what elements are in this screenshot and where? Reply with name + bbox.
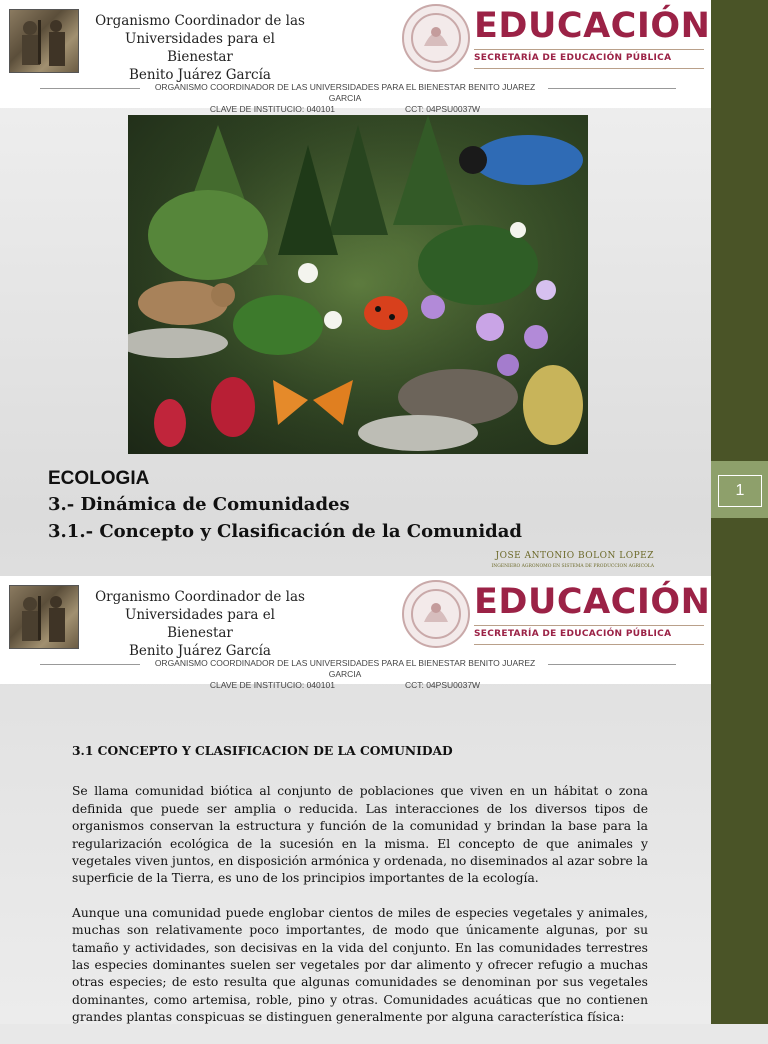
brand-subtitle: SECRETARÍA DE EDUCACIÓN PÚBLICA: [474, 629, 672, 639]
divider: [40, 88, 140, 89]
slide-subtitle: 3.1.- Concepto y Clasificación de la Comunidad: [48, 521, 523, 542]
education-brand: EDUCACIÓN: [474, 6, 711, 46]
divider: [548, 88, 676, 89]
slide-subtitle: 3.- Dinámica de Comunidades: [48, 494, 350, 515]
national-seal-icon: [402, 580, 470, 648]
divider: [40, 664, 140, 665]
mural-logo: [9, 585, 79, 649]
institution-address: ORGANISMO COORDINADOR DE LAS UNIVERSIDADES PARA EL BIENESTAR BENITO JUAREZ GARCIA CLAVE DE INSTITUCIO: 040101 CCT: 04PSU0037W: [154, 658, 536, 690]
author-name: JOSE ANTONIO BOLON LOPEZ: [495, 551, 654, 561]
institution-header: [0, 576, 711, 690]
national-seal-icon: [402, 4, 470, 72]
slide-title: ECOLOGIA: [48, 468, 150, 489]
document-body: [72, 742, 648, 1044]
paragraph: Se llama comunidad biótica al conjunto de poblaciones que viven en un hábitat o zona definida que puede ser amplia o reducida. Las interacciones de los diversos tipos de organismos conservan la estructura y función de la comunidad y brindan la base para la regularización ecológica de la sucesión en la misma. El concepto de que animales y vegetales viven juntos, en disposición armónica y ordenada, no diseminados al azar sobre la superficie de la Tierra, es uno de los principios importantes de la ecología.: [72, 784, 648, 886]
brand-subtitle: SECRETARÍA DE EDUCACIÓN PÚBLICA: [474, 53, 672, 63]
brand-divider: [474, 49, 704, 50]
brand-divider: [474, 625, 704, 626]
paragraph: Aunque una comunidad puede englobar cientos de miles de especies vegetales y animales, muchas son relativamente poco importantes, de modo que únicamente algunas, por su tamaño y actividades, son decisivas en la vida del conjunto. En las comunidades terrestres las especies dominantes suelen ser vegetales por dar alimento y ofrecer refugio a muchas otras especies; de esto resulta que algunas comunidades se denominan por sus vegetales dominantes, como artemisa, roble, pino y otras. Comunidades acuáticas que no contienen grandes plantas conspicuas se distinguen generalmente por alguna característica física:: [72, 905, 648, 1025]
mural-logo: [9, 9, 79, 73]
institution-header: [0, 0, 711, 114]
institution-address: ORGANISMO COORDINADOR DE LAS UNIVERSIDADES PARA EL BIENESTAR BENITO JUAREZ GARCIA CLAVE DE INSTITUCIO: 040101 CCT: 04PSU0037W: [154, 82, 536, 114]
organization-name: Organismo Coordinador de las Universidades para el Bienestar Benito Juárez García: [95, 13, 305, 83]
section-heading: 3.1 CONCEPTO Y CLASIFICACION DE LA COMUNIDAD: [72, 743, 453, 758]
organization-name: Organismo Coordinador de las Universidades para el Bienestar Benito Juárez García: [95, 589, 305, 659]
divider: [548, 664, 676, 665]
brand-divider: [474, 644, 704, 645]
ecology-collage-image: [128, 115, 588, 454]
page-number: 1: [718, 475, 762, 507]
author-title: INGENIERO AGRONOMO EN SISTEMA DE PRODUCCION AGRICOLA: [491, 564, 654, 569]
brand-divider: [474, 68, 704, 69]
education-brand: EDUCACIÓN: [474, 582, 711, 622]
slide-title-block: [48, 466, 688, 545]
